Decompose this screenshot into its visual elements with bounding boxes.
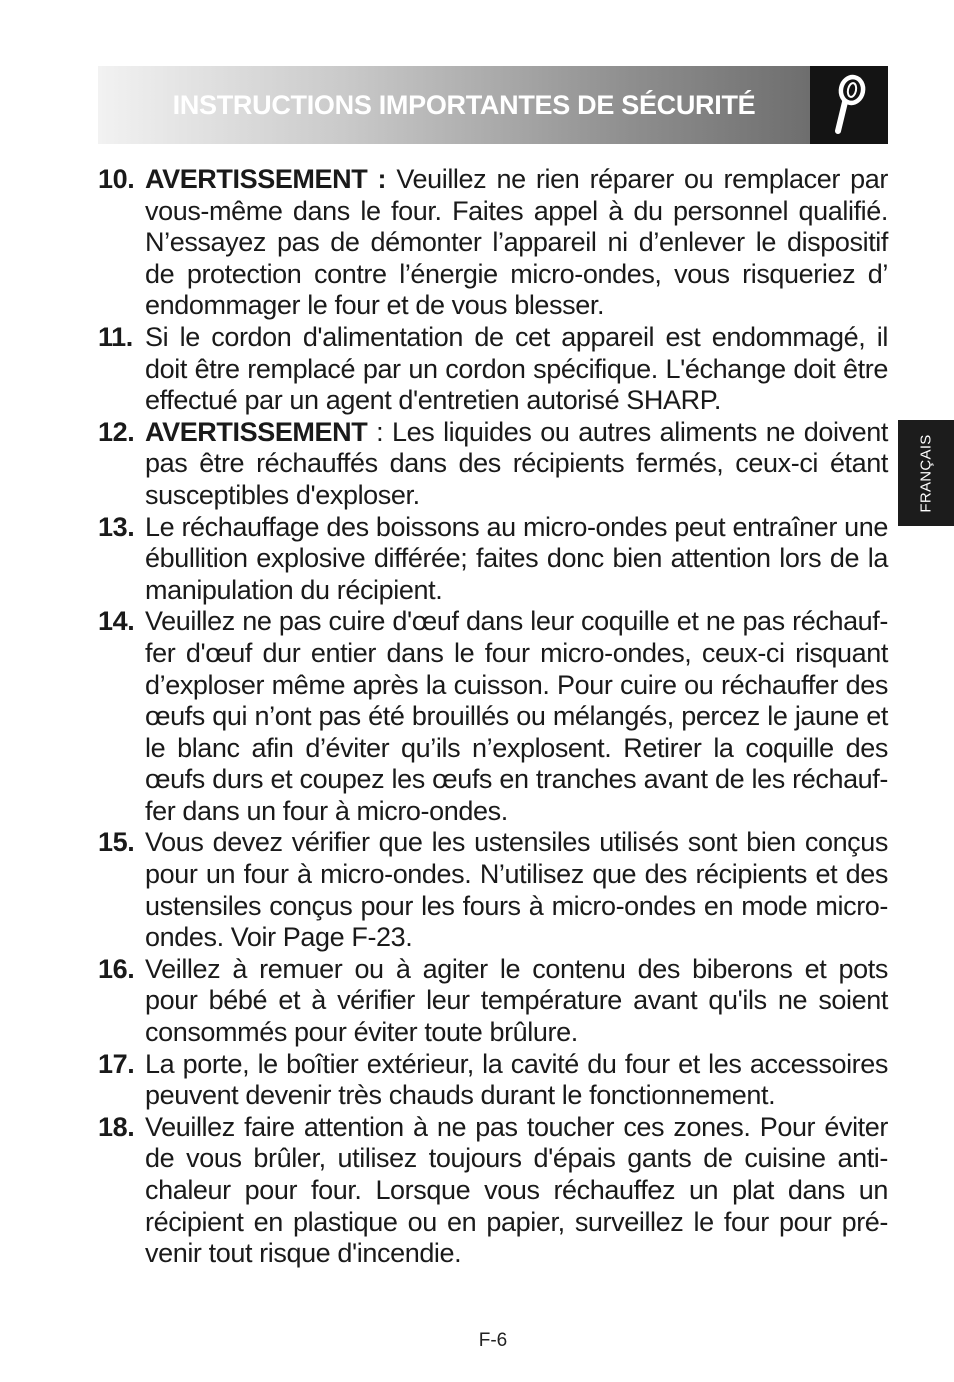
item-number: 17. [98, 1048, 135, 1079]
safety-instructions-list [98, 164, 888, 1270]
item-text: Veuillez ne pas cuire d'œuf dans leur coquille et ne pas réchauf-fer d'œuf dur entier dans le four micro-ondes, ceux-ci risquant d’exploser même après la cuisson. Pour cuire ou réchauffer des œufs qui n’ont pas été brouillés ou mélangés, percez le jaune et le blanc afin d’éviter qu’ils n’explosent. Retirer la coquille des œufs durs et coupez les œufs en tranches avant de les réchauf-fer dans un four à micro-ondes. [145, 606, 888, 826]
section-title: INSTRUCTIONS IMPORTANTES DE SÉCURITÉ [172, 89, 756, 120]
language-tab-label: FRANÇAIS [917, 433, 935, 513]
list-item [98, 1049, 888, 1112]
item-text: : Les liquides ou autres aliments ne doivent pas être réchauffés dans des récipients fermés, ceux-ci étant susceptibles d'exploser. [145, 416, 888, 510]
item-lead: AVERTISSEMENT [145, 416, 368, 447]
list-item [98, 417, 888, 512]
item-number: 10. [98, 164, 135, 194]
item-text: Vous devez vérifier que les ustensiles utilisés sont bien conçus pour un four à micro-ondes. N’utilisez que des récipients et des ustensiles conçus pour les fours à micro-ondes en mode micro-ondes. Voir Page F-23. [145, 827, 888, 953]
item-text: Veuillez ne rien réparer ou remplacer par vous-même dans le four. Faites appel à du personnel qualifié. N’essayez pas de démonter l’appareil ni d’enlever le dispositif de protection contre l’énergie micro-ondes, vous risqueriez d’ endommager le four et de vous blesser. [145, 164, 889, 321]
list-item [98, 954, 888, 1049]
magnifier-icon [810, 66, 888, 144]
item-number: 12. [98, 416, 135, 447]
page-number: F-6 [478, 1330, 508, 1351]
item-text: La porte, le boîtier extérieur, la cavité du four et les accessoires peuvent devenir très chauds durant le fonctionnement. [145, 1048, 888, 1111]
list-item [98, 164, 888, 322]
item-number: 18. [98, 1111, 135, 1142]
list-item [98, 827, 888, 953]
item-text: Veillez à remuer ou à agiter le contenu des biberons et pots pour bébé et à vérifier leur température avant qu'ils ne soient consommés pour éviter toute brûlure. [145, 953, 888, 1048]
item-text: Si le cordon d'alimentation de cet appareil est endommagé, il doit être remplacé par un cordon spécifique. L'échange doit être effectué par un agent d'entretien autorisé SHARP. [145, 321, 888, 416]
list-item [98, 322, 888, 417]
item-number: 16. [98, 953, 135, 984]
item-text: Le réchauffage des boissons au micro-ondes peut entraîner une ébullition explosive différée; faites donc bien attention lors de la manipulation du récipient. [145, 511, 888, 605]
magnifier-icon-graphic [829, 73, 869, 137]
list-item [98, 606, 888, 827]
list-item [98, 1112, 888, 1270]
item-number: 15. [98, 827, 135, 858]
item-number: 11. [98, 321, 133, 352]
item-text: Veuillez faire attention à ne pas toucher ces zones. Pour éviter de vous brûler, utilisez toujours d'épais gants de cuisine anti-chaleur pour four. Lorsque vous réchauffez un plat dans un récipient en plastique ou en papier, surveillez le four pour pré-venir tout risque d'incendie. [145, 1111, 888, 1269]
section-header [98, 66, 810, 144]
list-item [98, 512, 888, 607]
item-lead: AVERTISSEMENT : [145, 164, 387, 194]
language-tab[interactable] [898, 420, 954, 526]
item-number: 13. [98, 511, 135, 542]
item-number: 14. [98, 606, 135, 637]
